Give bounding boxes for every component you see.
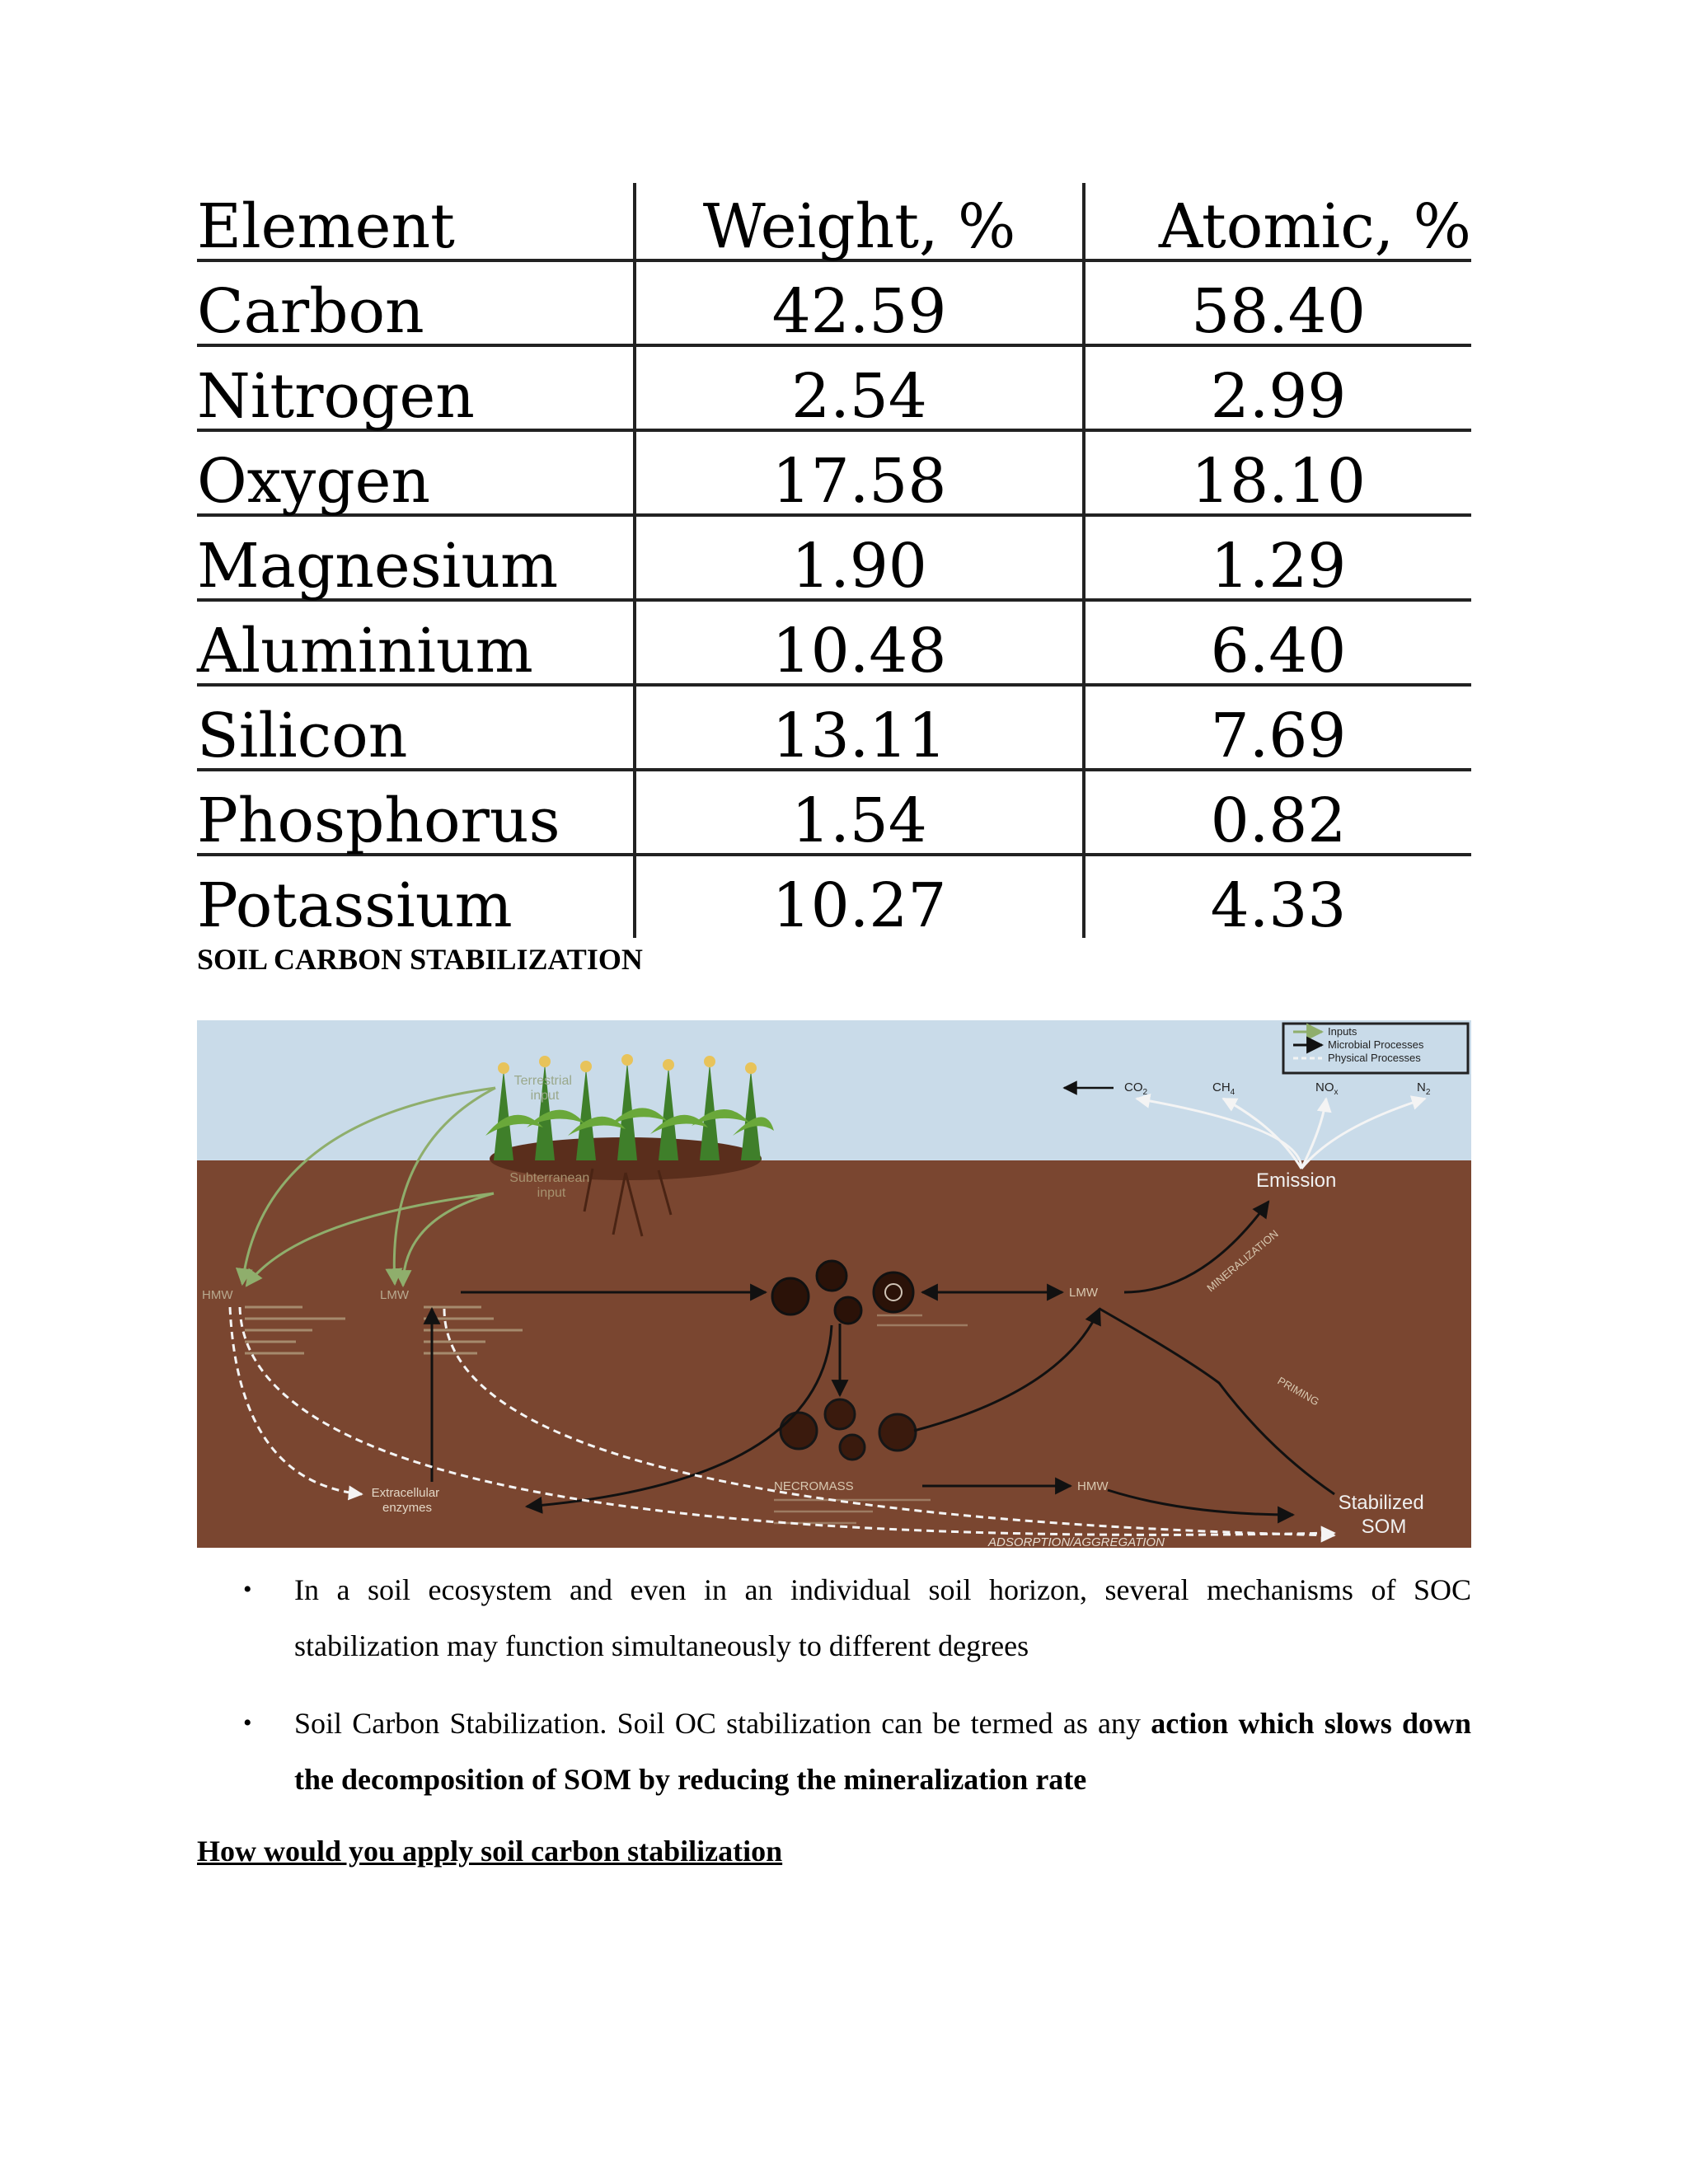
table-row: [197, 855, 1471, 938]
extracellular-line-1: Extracellular: [371, 1486, 440, 1500]
subterranean-line-2: input: [537, 1186, 566, 1200]
cell-weight: 2.54: [635, 345, 1084, 430]
adsorption-label: ADSORPTION/AGGREGATION: [988, 1535, 1165, 1548]
bullet-dot: •: [243, 1576, 252, 1603]
table-row: [197, 260, 1471, 345]
table-row: [197, 685, 1471, 770]
gas-ch4-sub: 4: [1230, 1088, 1236, 1097]
legend-inputs: Inputs: [1328, 1025, 1357, 1038]
gas-co2-sub: 2: [1142, 1088, 1148, 1097]
cell-weight: 10.48: [635, 600, 1084, 685]
table-row: [197, 430, 1471, 515]
priming-label: PRIMING: [1275, 1374, 1322, 1408]
subterranean-line-1: Subterranean: [509, 1171, 590, 1185]
section-heading: SOIL CARBON STABILIZATION: [197, 943, 643, 976]
bullet-text-2-bold: action which slows down the decomposition of SOM by reducing the mineralization rate: [294, 1707, 1471, 1796]
terrestrial-line-2: input: [530, 1089, 560, 1103]
cell-element: Potassium: [197, 855, 635, 938]
cell-atomic: 18.10: [1084, 430, 1471, 515]
extracellular-line-2: enzymes: [382, 1501, 433, 1515]
soil-carbon-diagram: [197, 1020, 1471, 1548]
bullet-dot: •: [243, 1709, 252, 1736]
bullet-text-2-plain: Soil Carbon Stabilization. Soil OC stabilization can be termed as any: [294, 1707, 1151, 1740]
cell-element: Aluminium: [197, 600, 635, 685]
bullet-list: [197, 1562, 1471, 1829]
lmw-left-label: LMW: [380, 1288, 409, 1302]
cell-weight: 1.90: [635, 515, 1084, 600]
list-item: [197, 1562, 1471, 1674]
cell-weight: 1.54: [635, 770, 1084, 855]
stabilized-line-1: Stabilized: [1338, 1492, 1424, 1514]
element-composition-table: [197, 183, 1471, 941]
lmw-right-label: LMW: [1069, 1286, 1098, 1300]
gas-co2-base: CO: [1124, 1080, 1143, 1094]
cell-atomic: 7.69: [1084, 685, 1471, 770]
cell-atomic: 6.40: [1084, 600, 1471, 685]
cell-atomic: 58.40: [1084, 260, 1471, 345]
table-row: [197, 515, 1471, 600]
header-element: Element: [197, 183, 635, 260]
mineralization-label: MINERALIZATION: [1204, 1227, 1281, 1295]
gas-nox-sub: x: [1334, 1088, 1339, 1097]
cell-weight: 13.11: [635, 685, 1084, 770]
cell-element: Silicon: [197, 685, 635, 770]
legend-physical: Physical Processes: [1328, 1052, 1421, 1064]
cell-element: Phosphorus: [197, 770, 635, 855]
table-header-row: [197, 183, 1471, 260]
stabilized-line-2: SOM: [1361, 1516, 1407, 1538]
cell-weight: 10.27: [635, 855, 1084, 938]
bullet-text-1: In a soil ecosystem and even in an individual soil horizon, several mechanisms of SOC stabilization may function simultaneously to different degrees: [294, 1573, 1471, 1662]
table-row: [197, 770, 1471, 855]
header-atomic: Atomic, %: [1084, 183, 1471, 260]
header-weight: Weight, %: [635, 183, 1084, 260]
terrestrial-line-1: Terrestrial: [513, 1074, 572, 1088]
list-item: [197, 1695, 1471, 1807]
cell-element: Nitrogen: [197, 345, 635, 430]
gas-n2-base: N: [1417, 1080, 1426, 1094]
gas-ch4-base: CH: [1212, 1080, 1231, 1094]
question-heading: How would you apply soil carbon stabilization: [197, 1835, 783, 1868]
hmw-left-label: HMW: [202, 1288, 233, 1302]
emission-label: Emission: [1256, 1169, 1337, 1192]
cell-atomic: 4.33: [1210, 870, 1347, 941]
gas-n2-sub: 2: [1425, 1088, 1431, 1097]
cell-atomic: 0.82: [1084, 770, 1471, 855]
cell-element: Carbon: [197, 260, 635, 345]
gas-nox-base: NO: [1315, 1080, 1334, 1094]
hmw-right-label: HMW: [1077, 1479, 1109, 1493]
table-row: [197, 345, 1471, 430]
cell-weight: 17.58: [635, 430, 1084, 515]
cell-element: Oxygen: [197, 430, 635, 515]
cell-weight: 42.59: [635, 260, 1084, 345]
necromass-label: NECROMASS: [774, 1479, 854, 1493]
cell-atomic: 1.29: [1084, 515, 1471, 600]
cell-element: Magnesium: [197, 515, 635, 600]
legend-microbial: Microbial Processes: [1328, 1038, 1424, 1051]
table-row: [197, 600, 1471, 685]
cell-atomic: 2.99: [1084, 345, 1471, 430]
